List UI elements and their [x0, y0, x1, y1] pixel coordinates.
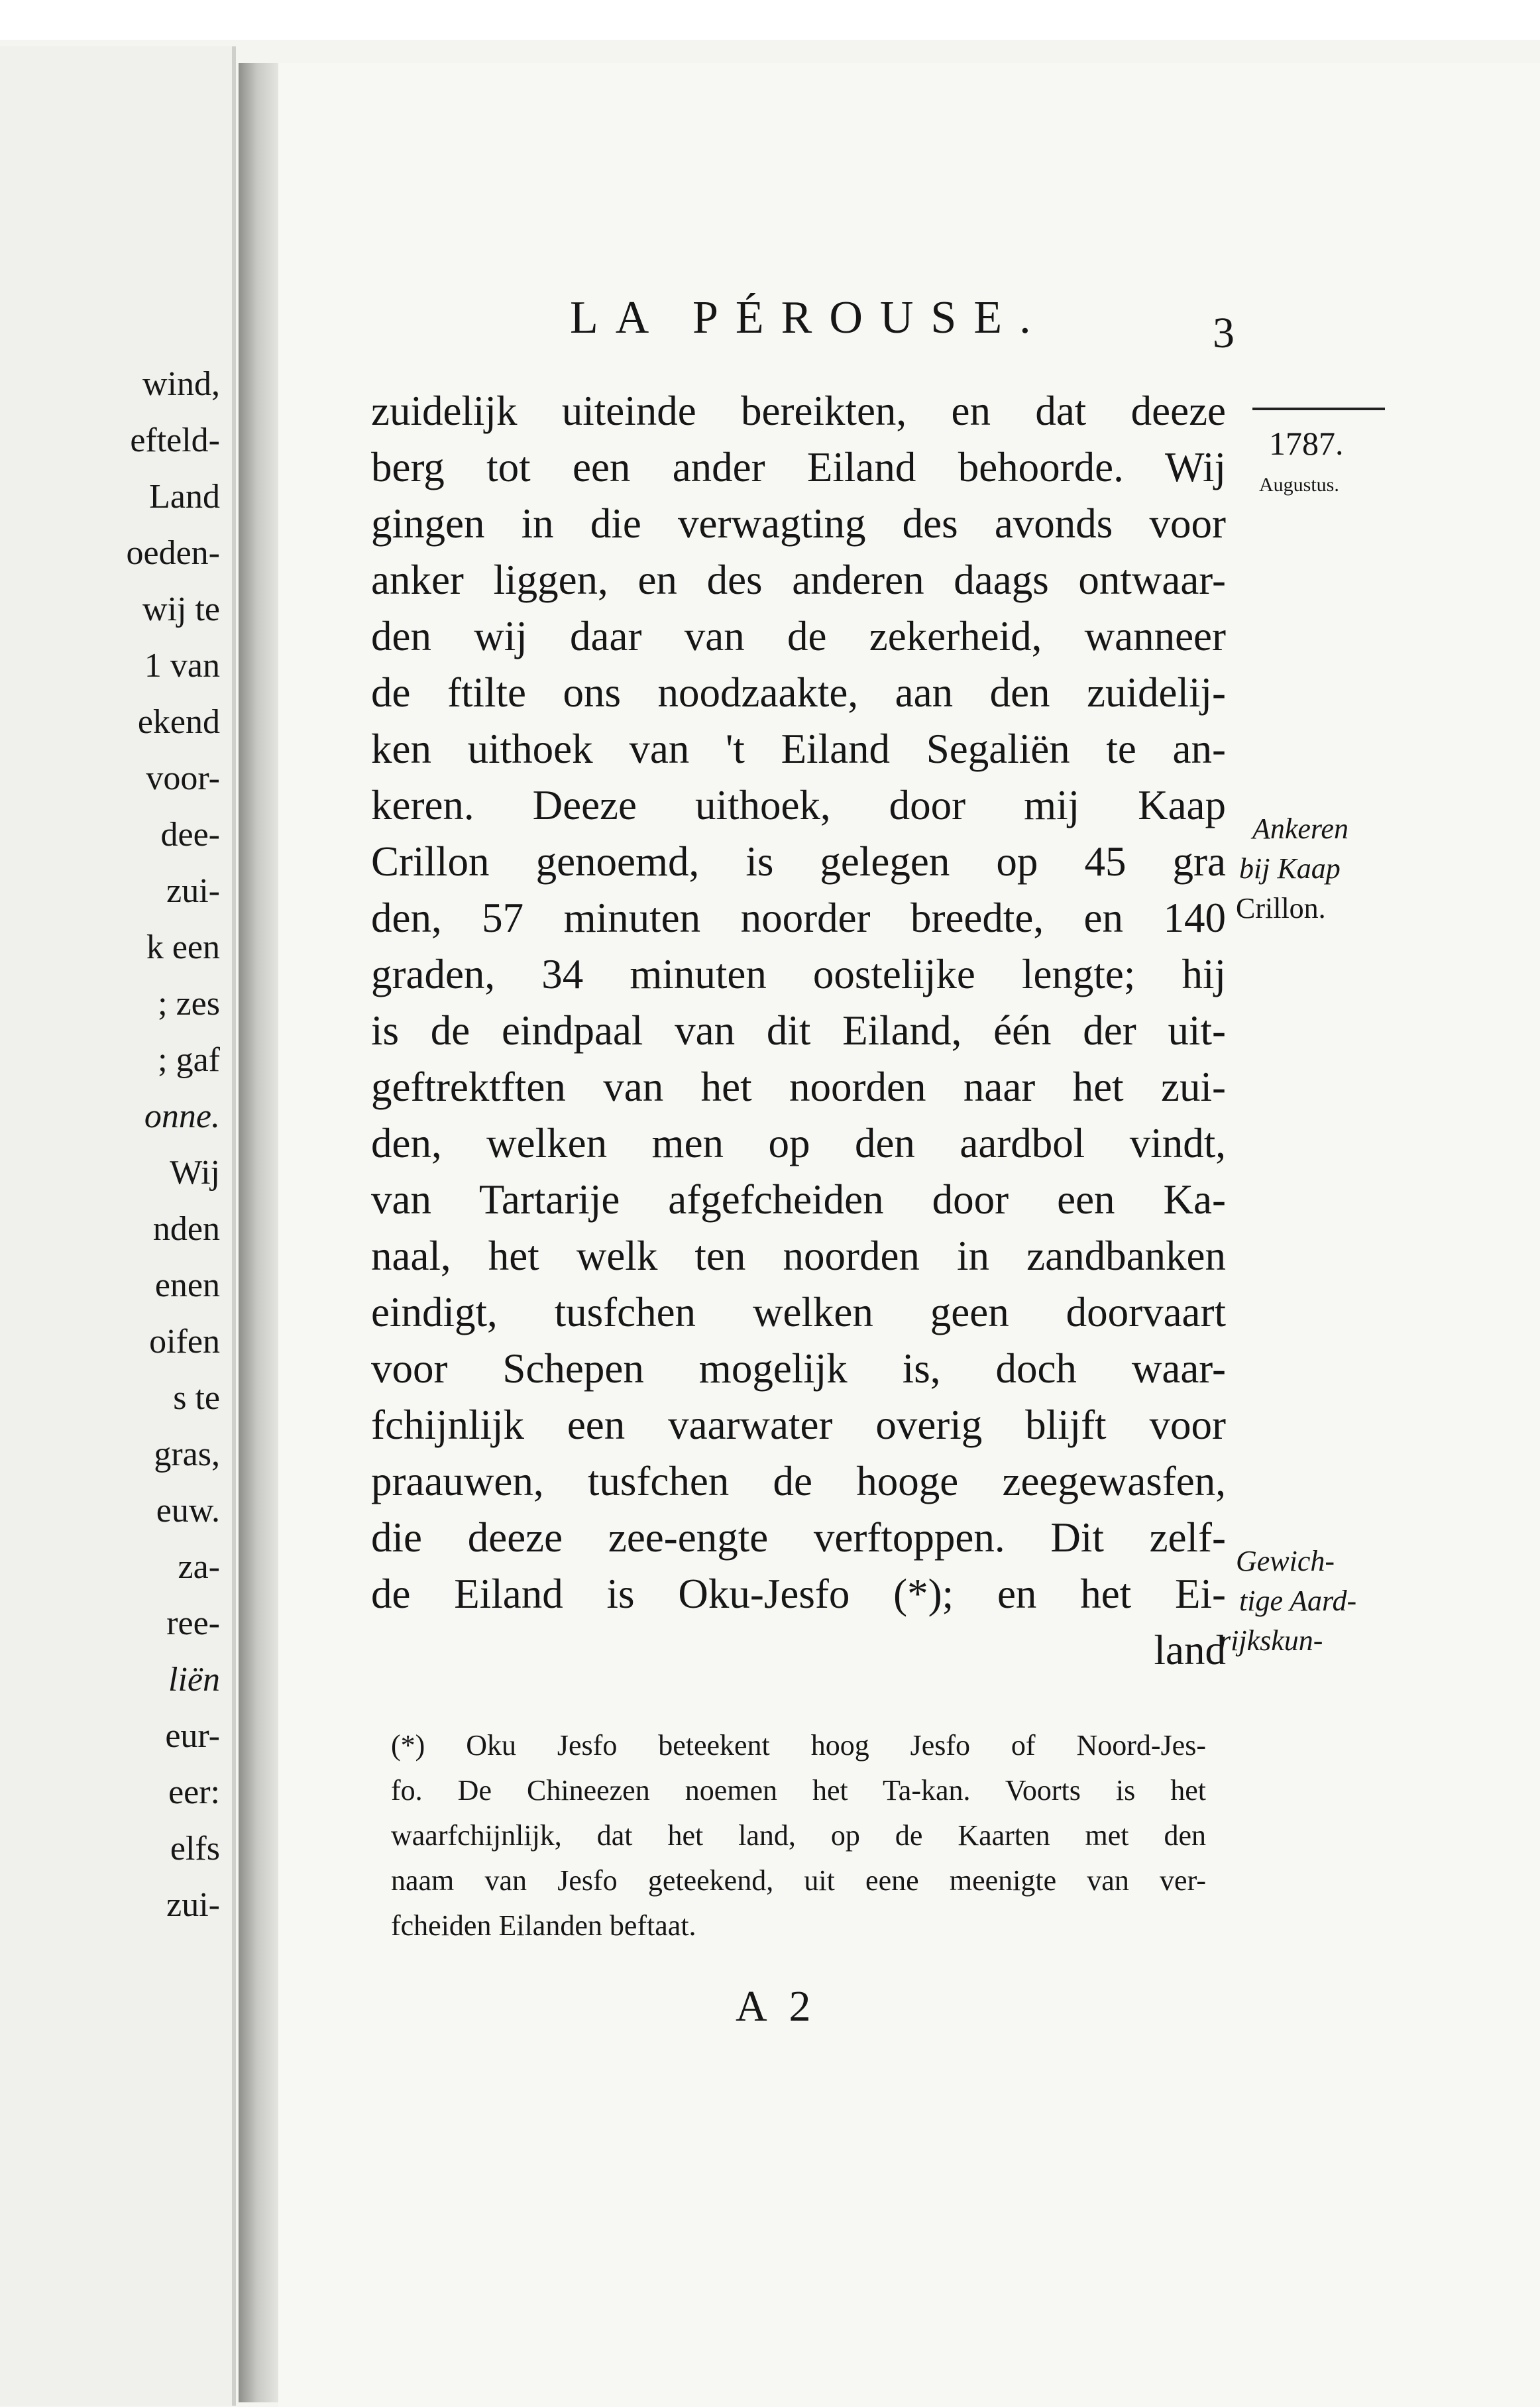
- margin-month: Augustus.: [1259, 474, 1339, 496]
- body-line: de Eiland is Oku-Jesfo (*); en het Ei-: [371, 1571, 1226, 1617]
- body-line: land: [1154, 1627, 1226, 1673]
- prev-line: 1 van: [144, 647, 220, 685]
- body-line: den wij daar van de zekerheid, wanneer: [371, 613, 1226, 659]
- body-line: praauwen, tusfchen de hooge zeegewasfen,: [371, 1458, 1226, 1504]
- body-line: ken uithoek van 't Eiland Segaliën te an-: [371, 726, 1226, 772]
- body-line: zuidelijk uiteinde bereikten, en dat deeze: [371, 388, 1226, 434]
- prev-line: oeden-: [126, 534, 220, 572]
- signature-mark: A 2: [736, 1982, 818, 2031]
- prev-line: liën: [168, 1661, 220, 1699]
- running-title: LA PÉROUSE.: [570, 292, 1048, 343]
- prev-line: s te: [173, 1379, 220, 1417]
- prev-line: eer:: [168, 1773, 220, 1811]
- body-line: Crillon genoemd, is gelegen op 45 gra: [371, 838, 1226, 885]
- scan-border: [0, 0, 1540, 40]
- prev-line: onne.: [144, 1097, 220, 1135]
- page-number: 3: [1213, 309, 1235, 357]
- footnote-line: fcheiden Eilanden beftaat.: [391, 1909, 696, 1942]
- footnote-line: fo. De Chineezen noemen het Ta-kan. Voorts is het: [391, 1774, 1206, 1807]
- body-line: is de eindpaal van dit Eiland, één der uit-: [371, 1007, 1226, 1054]
- prev-line: Wij: [170, 1154, 220, 1192]
- previous-page-fragment: [0, 46, 236, 2406]
- prev-line: oifen: [149, 1323, 220, 1361]
- margin-note-line: Crillon.: [1236, 892, 1326, 924]
- footnote-line: naam van Jesfo geteekend, uit eene meenigte van ver-: [391, 1864, 1206, 1897]
- prev-line: nden: [152, 1210, 220, 1248]
- body-line: den, welken men op den aardbol vindt,: [371, 1120, 1226, 1166]
- prev-line: ekend: [137, 703, 220, 741]
- prev-line: euw.: [156, 1492, 220, 1530]
- prev-line: zui-: [166, 1886, 220, 1924]
- prev-line: voor-: [146, 759, 220, 797]
- body-line: anker liggen, en des anderen daags ontwaar-: [371, 557, 1226, 603]
- prev-line: k een: [146, 928, 220, 966]
- body-line: graden, 34 minuten oostelijke lengte; hij: [371, 951, 1226, 997]
- margin-rule: [1252, 408, 1385, 410]
- body-line: gingen in die verwagting des avonds voor: [371, 500, 1226, 547]
- margin-year: 1787.: [1269, 425, 1344, 462]
- body-line: fchijnlijk een vaarwater overig blijft voor: [371, 1402, 1226, 1448]
- prev-line: wind,: [142, 365, 220, 403]
- prev-line: zui-: [166, 872, 220, 910]
- margin-note-line: Ankeren: [1252, 812, 1348, 845]
- body-line: berg tot een ander Eiland behoorde. Wij: [371, 444, 1226, 490]
- prev-line: ; gaf: [158, 1041, 220, 1079]
- margin-note-line: Gewich-: [1236, 1545, 1335, 1577]
- body-line: keren. Deeze uithoek, door mij Kaap: [371, 782, 1226, 828]
- footnote-line: (*) Oku Jesfo beteekent hoog Jesfo of Noord-Jes-: [391, 1729, 1206, 1762]
- body-line: die deeze zee-engte verftoppen. Dit zelf-: [371, 1514, 1226, 1561]
- prev-line: gras,: [154, 1435, 220, 1473]
- body-line: den, 57 minuten noorder breedte, en 140: [371, 895, 1226, 941]
- body-line: naal, het welk ten noorden in zandbanken: [371, 1233, 1226, 1279]
- prev-line: ; zes: [158, 985, 220, 1023]
- body-line: de ftilte ons noodzaakte, aan den zuidelij-: [371, 669, 1226, 716]
- prev-line: dee-: [160, 816, 220, 854]
- body-line: geftrektften van het noorden naar het zui-: [371, 1064, 1226, 1110]
- margin-note-line: rijkskun-: [1219, 1624, 1323, 1657]
- prev-line: enen: [154, 1266, 220, 1304]
- body-line: van Tartarije afgefcheiden door een Ka-: [371, 1176, 1226, 1223]
- footnote-line: waarfchijnlijk, dat het land, op de Kaarten met den: [391, 1819, 1206, 1852]
- margin-note-line: bij Kaap: [1239, 852, 1341, 885]
- prev-line: Land: [149, 478, 220, 516]
- prev-line: ree-: [166, 1604, 220, 1642]
- body-line: voor Schepen mogelijk is, doch waar-: [371, 1345, 1226, 1392]
- prev-line: eur-: [165, 1717, 220, 1755]
- body-line: eindigt, tusfchen welken geen doorvaart: [371, 1289, 1226, 1335]
- prev-line: elfs: [170, 1830, 220, 1868]
- prev-line: za-: [178, 1548, 220, 1586]
- margin-note-line: tige Aard-: [1239, 1585, 1357, 1617]
- prev-line: wij te: [142, 590, 220, 628]
- prev-line: efteld-: [130, 421, 220, 459]
